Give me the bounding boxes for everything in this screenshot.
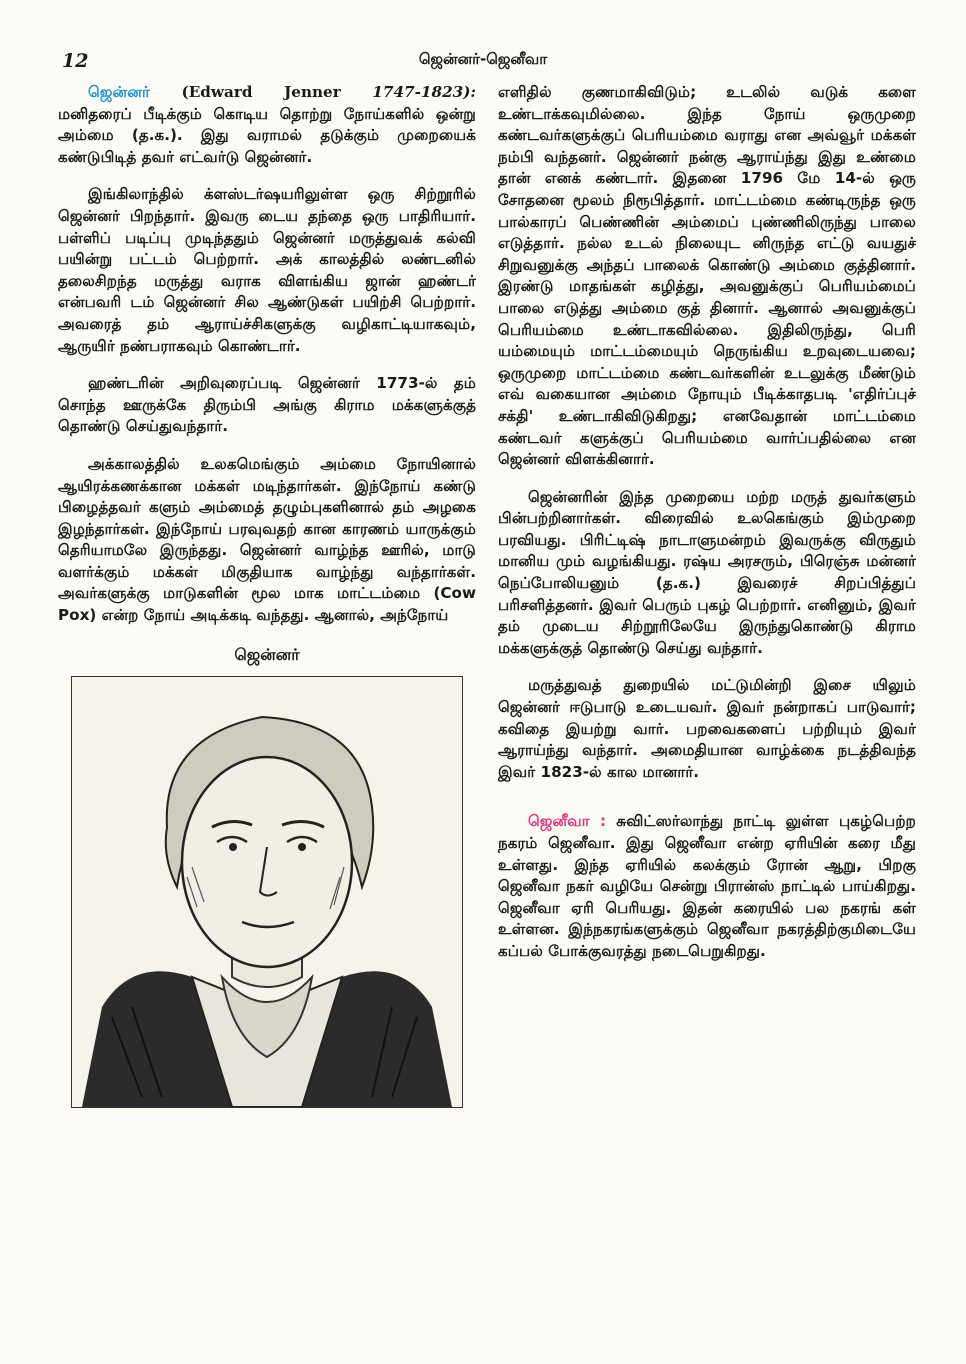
jenner-paragraph-4: அக்காலத்தில் உலகமெங்கும் அம்மை நோயினால் ஆயிரக்கணக்கான மக்கள் மடிந்தார்கள். இந்நோய் கண்டு பிழைத்தவர் களும் அம்மைத் தழும்புகளினால் தம் அழகை இழந்தார்கள். இந்நோய் பரவுவதற் கான காரணம் யாருக்கும் தெரியாமலே இருந்தது. ஜென்னர் வாழ்ந்த ஊரில், மாடு வளர்க்கும் மக்கள் மிகுதியாக வாழ்ந்து வந்தார்கள். அவர்களுக்கு மாடுகளின் மூல மாக மாட்டம்மை (Cow Pox) என்ற நோய் அடிக்கடி வந்தது. ஆனால், அந்நோய் [58, 454, 476, 625]
page-number: 12 [62, 50, 89, 72]
running-head: ஜென்னர்-ஜெனீவா [418, 50, 548, 68]
jenner-headword: ஜென்னர் [88, 83, 150, 101]
portrait-caption: ஜென்னர் [234, 644, 300, 664]
jenner-paragraph-7: மருத்துவத் துறையில் மட்டுமின்றி இசை யிலும் ஜென்னர் ஈடுபாடு உடையவர். இவர் நன்றாகப் பாடுவார்; கவிதை இயற்று வார். பறவைகளைப் பற்றியும் இவர் ஆராய்ந்து வந்தார். அமைதியான வாழ்க்கை நடத்திவந்த இவர் 1823-ல் கால மானார். [498, 676, 916, 781]
geneva-paragraph [498, 811, 916, 962]
jenner-latin-name: (Edward Jenner [181, 83, 341, 101]
left-column [58, 82, 476, 1108]
jenner-paragraph-2: இங்கிலாந்தில் க்ளஸ்டர்ஷயரிலுள்ள ஒரு சிற்றூரில் ஜென்னர் பிறந்தார். இவரு டைய தந்தை ஒரு பாதிரியார். பள்ளிப் படிப்பு முடிந்ததும் ஜென்னர் மருத்துவக் கல்வி பயின்று பட்டம் பெற்றார். அக் காலத்தில் லண்டனில் தலைசிறந்த மருத்து வராக விளங்கிய ஜான் ஹண்டர் என்பவரி டம் ஜென்னர் சில ஆண்டுகள் பயிற்சி பெற்றார். அவரைத் தம் ஆராய்ச்சிகளுக்கு வழிகாட்டியாகவும், ஆருயிர் நண்பராகவும் கொண்டார். [58, 185, 476, 355]
jenner-portrait-image [71, 676, 463, 1108]
portrait-sketch [72, 677, 462, 1107]
jenner-paragraph-6: ஜென்னரின் இந்த முறையை மற்ற மருத் துவர்களும் பின்பற்றினார்கள். விரைவில் உலகெங்கும் இம்முறை பரவியது. பிரிட்டிஷ் நாடாளுமன்றம் இவருக்கு விருதும் மானிய மும் வழங்கியது. ரஷ்ய அரசரும், பிரெஞ்சு மன்னர் நெப்போலியனும் (த.க.) இவரைச் சிறப்பித்துப் பரிசளித்தனர். இவர் பெரும் புகழ் பெற்றார். எனினும், இவர் தம் முடைய சிற்றூரிலேயே இருந்துகொண்டு கிராம மக்களுக்குத் தொண்டு செய்து வந்தார். [498, 487, 916, 657]
jenner-paragraph-5: எளிதில் குணமாகிவிடும்; உடலில் வடுக் களை உண்டாக்கவுமில்லை. இந்த நோய் ஒருமுறை கண்டவர்களுக்குப் பெரியம்மை வராது என அவ்வூர் மக்கள் நம்பி வந்தனர். ஜென்னர் நன்கு ஆராய்ந்து இது உண்மை தான் எனக் கண்டார். இதனை 1796 மே 14-ல் ஒரு சோதனை மூலம் நிரூபித்தார். மாட்டம்மை கண்டிருந்த ஒரு பால்காரப் பெண்ணின் அம்மைப் புண்ணிலிருந்து பாலை எடுத்தார். நல்ல உடல் நிலையுட னிருந்த எட்டு வயதுச் சிறுவனுக்கு அந்தப் பாலைக் கொண்டு அம்மை குத்தினார். இரண்டு மாதங்கள் கழித்து, அவனுக்குப் பெரியம்மைப் பாலை எடுத்து அம்மை குத் தினார். ஆனால் அவனுக்குப் பெரியம்மை உண்டாகவில்லை. இதிலிருந்து, பெரி யம்மையும் மாட்டம்மையும் நெருங்கிய உறவுடையவை; ஒருமுறை மாட்டம்மை கண்டவர்களின் உடலுக்கு மீண்டும் எவ் வகையான அம்மை நோயும் பீடிக்காதபடி 'எதிர்ப்புச் சக்தி' உண்டாகிவிடுகிறது; எனவேதான் மாட்டம்மை கண்டவர் களுக்குப் பெரியம்மை வார்ப்பதில்லை என ஜென்னர் விளக்கினார். [498, 83, 916, 469]
jenner-paragraph-3: ஹண்டரின் அறிவுரைப்படி ஜென்னர் 1773-ல் தம் சொந்த ஊருக்கே திரும்பி அங்கு கிராம மக்களுக்குத் தொண்டு செய்துவந்தார். [58, 374, 476, 436]
jenner-paragraph-1: மனிதரைப் பீடிக்கும் கொடிய தொற்று நோய்களில் ஒன்று அம்மை (த.க.). இது வராமல் தடுக்கும் முறையைக் கண்டுபிடித் தவர் எட்வர்டு ஜென்னர். [58, 104, 476, 166]
right-column [498, 82, 916, 979]
geneva-headword: ஜெனீவா : [528, 812, 607, 831]
jenner-latin-years: 1747-1823): [372, 83, 476, 101]
jenner-intro-paragraph [58, 82, 476, 168]
geneva-text: சுவிட்ஸர்லாந்து நாட்டி லுள்ள புகழ்பெற்ற நகரம் ஜெனீவா. இது ஜெனீவா என்ற ஏரியின் கரை மீது உள்ளது. இந்த ஏரியில் கலக்கும் ரோன் ஆறு, பிறகு ஜெனீவா நகர் வழியே சென்று பிரான்ஸ் நாட்டில் பாய்கிறது. ஜெனீவா ஏரி பெரியது. இதன் கரையில் பல நகரங் கள் உள்ளன. இந்நகரங்களுக்கும் ஜெனீவா நகரத்திற்குமிடையே கப்பல் போக்குவரத்து நடைபெறுகிறது. [498, 812, 917, 960]
